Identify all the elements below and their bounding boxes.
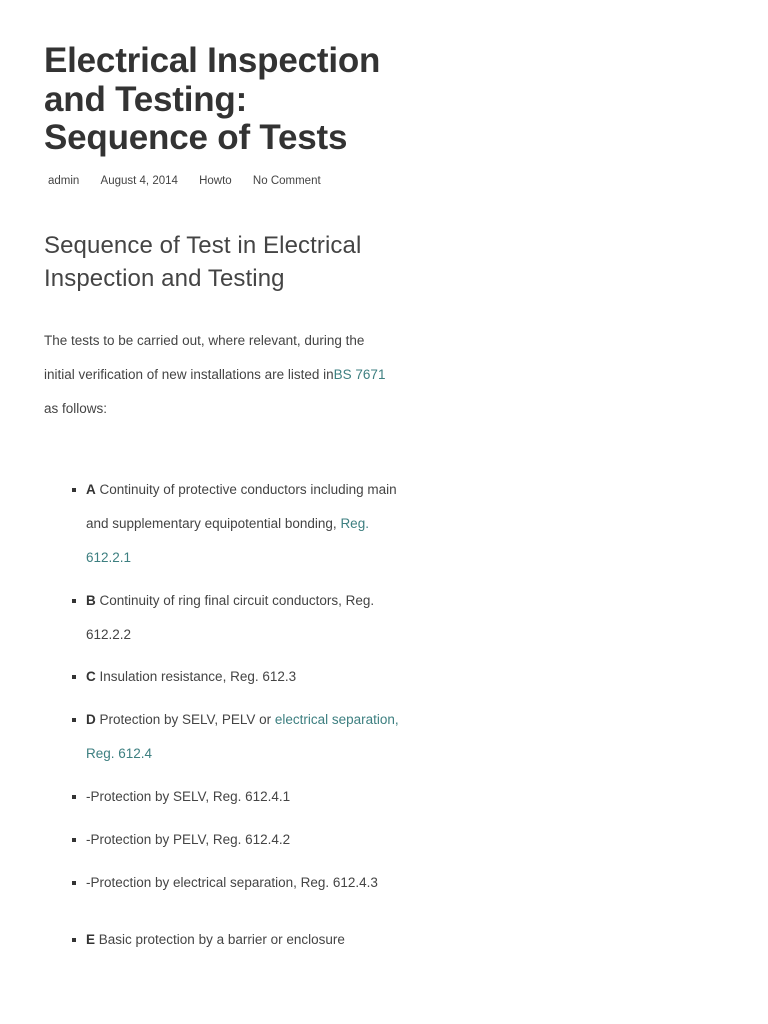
intro-text-end: as follows: xyxy=(44,400,108,416)
test-letter: E xyxy=(86,932,96,947)
test-text: -Protection by PELV, Reg. 612.4.2 xyxy=(86,832,291,847)
list-item xyxy=(72,584,402,652)
post-meta xyxy=(48,173,394,189)
list-item xyxy=(72,780,402,814)
post-title: Electrical Inspection and Testing: Sequence of Tests xyxy=(44,41,381,157)
intro-text: The tests to be carried out, where relevant, during the initial verification of new installations are listed in xyxy=(44,332,365,382)
meta-comments[interactable]: No Comment xyxy=(252,174,321,187)
test-text: Protection by SELV, PELV or xyxy=(95,712,275,727)
intro-paragraph xyxy=(44,324,394,426)
test-letter: C xyxy=(86,669,96,684)
list-item xyxy=(72,923,402,957)
test-text: Continuity of ring final circuit conductors, Reg. 612.2.2 xyxy=(86,593,375,642)
test-text: Basic protection by a barrier or enclosure xyxy=(95,932,345,947)
test-letter: A xyxy=(86,482,96,497)
reg-link[interactable]: Reg. 612.2.1 xyxy=(86,516,369,565)
test-text: -Protection by SELV, Reg. 612.4.1 xyxy=(86,789,291,804)
bs7671-link[interactable]: BS 7671 xyxy=(333,366,386,382)
test-text: Continuity of protective conductors including main and supplementary equipotential bonding, xyxy=(86,482,397,531)
list-item xyxy=(72,866,402,900)
test-letter: D xyxy=(86,712,96,727)
test-text: Insulation resistance, Reg. 612.3 xyxy=(95,669,297,684)
test-text: -Protection by electrical separation, Reg. 612.4.3 xyxy=(86,875,378,890)
meta-category[interactable]: Howto xyxy=(199,174,232,187)
meta-author[interactable]: admin xyxy=(48,174,80,187)
list-item xyxy=(72,660,402,694)
meta-date[interactable]: August 4, 2014 xyxy=(100,174,178,187)
article xyxy=(44,42,394,426)
test-list xyxy=(72,473,402,957)
list-item xyxy=(72,703,402,771)
section-heading: Sequence of Test in Electrical Inspection and Testing xyxy=(44,231,362,292)
list-item xyxy=(72,823,402,857)
list-item xyxy=(72,473,402,575)
electrical-separation-link[interactable]: electrical separation, Reg. 612.4 xyxy=(86,712,399,761)
test-letter: B xyxy=(86,593,96,608)
